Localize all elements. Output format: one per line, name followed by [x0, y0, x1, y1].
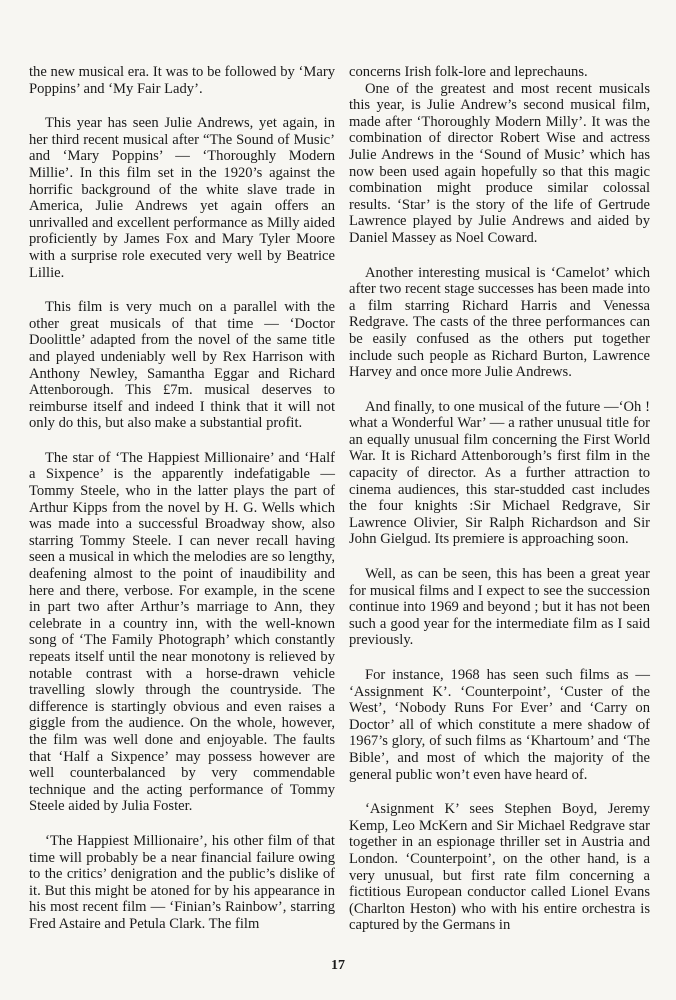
- paragraph: And finally, to one musical of the future —‘Oh ! what a Wonderful War’ — a rather unusual title for an equally unusual film concerning the First World War. It is Richard Attenborough’s first film in the capacity of director. As a further attraction to cinema audiences, this star-studded cast includes the four knights :Sir Michael Redgrave, Sir Lawrence Olivier, Sir Ralph Richardson and Sir John Gielgud. Its premiere is approaching soon.: [349, 398, 650, 548]
- paragraph: ‘The Happiest Millionaire’, his other film of that time will probably be a near financial failure owing to the critics’ denigration and the public’s dislike of it. But this might be atoned for by his appearance in his most recent film — ‘Finian’s Rainbow’, starring Fred Astaire and Petula Clark. The film: [29, 832, 335, 932]
- paragraph: concerns Irish folk-lore and leprechauns.: [349, 64, 588, 80]
- left-column: [29, 64, 335, 933]
- paragraph: the new musical era. It was to be followed by ‘Mary Poppins’ and ‘My Fair Lady’.: [29, 64, 335, 97]
- paragraph: This year has seen Julie Andrews, yet again, in her third recent musical after “The Sound of Music’ and ‘Mary Poppins’ — ‘Thoroughly Modern Millie’. In this film set in the 1920’s against the horrific background of the white slave trade in America, Julie Andrews yet again offers an unrivalled and excellent performance as Milly aided proficiently by James Fox and Mary Tyler Moore with a surprise role executed very well by Beatrice Lillie.: [29, 115, 335, 281]
- paragraph: Another interesting musical is ‘Camelot’ which after two recent stage successes has been made into a film starring Richard Harris and Venessa Redgrave. The casts of the three performances can be easily confused as the others put together include such people as Richard Burton, Lawrence Harvey and once more Julie Andrews.: [349, 264, 650, 381]
- page-number: 17: [331, 958, 345, 973]
- paragraph: Well, as can be seen, this has been a great year for musical films and I expect to see the succession continue into 1969 and beyond ; but it has not been such a good year for the intermediate film as I said previously.: [349, 566, 650, 649]
- paragraph: For instance, 1968 has seen such films as — ‘Assignment K’. ‘Counterpoint’, ‘Custer of the West’, ‘Nobody Runs For Ever’ and ‘Carry on Doctor’ all of which constitute a mere shadow of 1967’s glory, of such films as ‘Khartoum’ and ‘The Bible’, and most of which the majority of the general public won’t even have heard of.: [349, 667, 650, 783]
- right-column: [349, 64, 650, 934]
- paragraph: ‘Asignment K’ sees Stephen Boyd, Jeremy Kemp, Leo McKern and Sir Michael Redgrave star together in an espionage thriller set in Austria and London. ‘Counterpoint’, on the other hand, is a very unusual, but first rate film concerning a fictitious European conductor called Lionel Evans (Charlton Heston) who with his entire orchestra is captured by the Germans in: [349, 801, 650, 934]
- paragraph: The star of ‘The Happiest Millionaire’ and ‘Half a Sixpence’ is the apparently indefatigable — Tommy Steele, who in the latter plays the part of Arthur Kipps from the novel by H. G. Wells which was made into a successful Broadway show, also starring Tommy Steele. I can never recall having seen a musical in which the melodies are so lengthy, deafening almost to the point of inaudibility and here and there, verbose. For example, in the scene in part two after Arthur’s marriage to Ann, they celebrate in a country inn, with the well-known song of ‘The Family Photograph’ which constantly repeats itself until the near monotony is relieved by notable contrast with a horse-drawn vehicle travelling slowly through the countryside. The difference is startingly obvious and even raises a giggle from the audience. On the whole, however, the film was well done and enjoyable. The faults that ‘Half a Sixpence’ may possess however are well counterbalanced by very commendable technique and the acting performance of Tommy Steele aided by Julia Foster.: [29, 449, 335, 815]
- paragraph: This film is very much on a parallel with the other great musicals of that time — ‘Doctor Doolittle’ adapted from the novel of the same title and played undeniably well by Rex Harrison with Anthony Newley, Samantha Eggar and Richard Attenborough. This £7m. musical deserves to reimburse itself and indeed I think that it will not only do this, but also make a substantial profit.: [29, 299, 335, 432]
- paragraph: One of the greatest and most recent musicals this year, is Julie Andrew’s second musical film, made after ‘Thoroughly Modern Milly’. It was the combination of director Robert Wise and actress Julie Andrews in the ‘Sound of Music’ which has now been used again hopefully so that this magic combination might produce similar colossal results. ‘Star’ is the story of the life of Gertrude Lawrence played by Julie Andrews and aided by Daniel Massey as Noel Coward.: [349, 80, 650, 246]
